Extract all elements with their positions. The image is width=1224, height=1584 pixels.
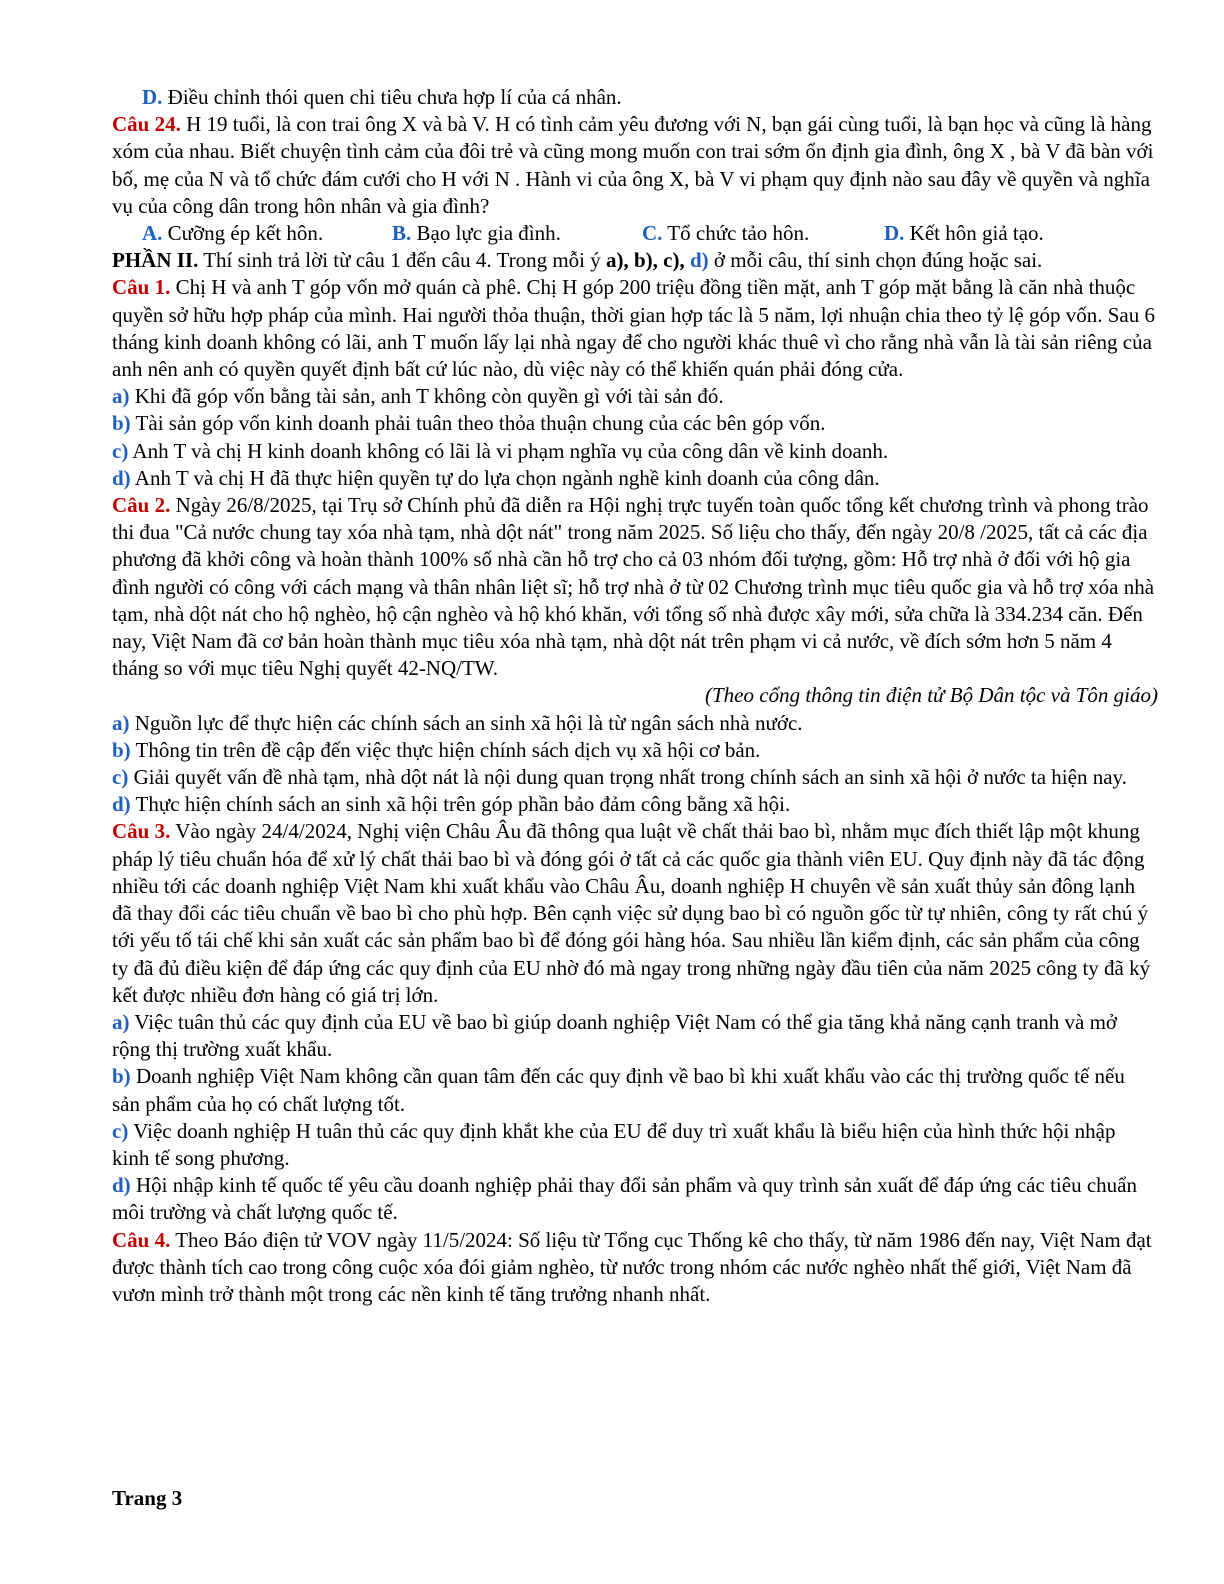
c1-item-c (112, 438, 1158, 465)
q23-option-d (112, 84, 1158, 111)
c3-item-b (112, 1063, 1158, 1117)
question-text: Chị H và anh T góp vốn mở quán cà phê. Chị H góp 200 triệu đồng tiền mặt, anh T góp mặt bằng là căn nhà thuộc quyền sở hữu hợp pháp của mình. Hai người thỏa thuận, thời gian hợp tác là 5 năm, lợi nhuận chia theo tỷ lệ góp vốn. Sau 6 tháng kinh doanh không có lãi, anh T muốn lấy lại nhà ngay để cho người khác thuê vì cho rằng nhà vẫn là tài sản riêng của anh nên anh có quyền quyết định bất cứ lúc nào, dù việc này có thể khiến quán phải đóng cửa. (112, 275, 1155, 382)
item-label: d) (112, 792, 131, 817)
question-text: Theo Báo điện tử VOV ngày 11/5/2024: Số liệu từ Tổng cục Thống kê cho thấy, từ năm 1986 đến nay, Việt Nam đạt được thành tích cao trong công cuộc xóa đói giảm nghèo, từ nước trong nhóm các nước nghèo nhất thế giới, Việt Nam đã vươn mình trở thành một trong các nền kinh tế tăng trưởng nhanh nhất. (112, 1227, 1152, 1306)
item-text: Tài sản góp vốn kinh doanh phải tuân theo thỏa thuận chung của các bên góp vốn. (130, 411, 826, 436)
question-label: Câu 24. (112, 112, 181, 137)
question-text: Ngày 26/8/2025, tại Trụ sở Chính phủ đã diễn ra Hội nghị trực tuyến toàn quốc tổng kết chương trình và phong trào thi đua "Cả nước chung tay xóa nhà tạm, nhà dột nát" trong năm 2025. Số liệu cho thấy, đến ngày 20/8 /2025, tất cả các địa phương đã khởi công và hoàn thành 100% số nhà cần hỗ trợ cho cả 03 nhóm đối tượng, gồm: Hỗ trợ nhà ở đối với hộ gia đình người có công với cách mạng và thân nhân liệt sĩ; hỗ trợ nhà ở từ 02 Chương trình mục tiêu quốc gia và hỗ trợ xóa nhà tạm, nhà dột nát cho hộ nghèo, hộ cận nghèo và hộ khó khăn, với tổng số nhà được xây mới, sửa chữa là 334.234 căn. Đến nay, Việt Nam đã cơ bản hoàn thành mục tiêu xóa nhà tạm, nhà dột nát trên phạm vi cả nước, về đích sớm hơn 5 năm 4 tháng so với mục tiêu Nghị quyết 42-NQ/TW. (112, 493, 1155, 681)
item-label: d) (112, 465, 131, 490)
item-label: b) (112, 737, 131, 762)
c3-item-a (112, 1009, 1158, 1063)
option-text: Điều chỉnh thói quen chi tiêu chưa hợp lí của cá nhân. (162, 85, 622, 109)
item-label: d) (112, 1173, 131, 1198)
q24-option-c (642, 220, 884, 247)
item-label: b) (112, 411, 131, 436)
option-label: A. (142, 221, 163, 246)
question-text: H 19 tuổi, là con trai ông X và bà V. H có tình cảm yêu đương với N, bạn gái cùng tuổi, là bạn học và cũng là hàng xóm của nhau. Biết chuyện tình cảm của đôi trẻ và cũng mong muốn con trai sớm ổn định gia đình, ông X , bà V đã bàn với bố, mẹ của N và tổ chức đám cưới cho H với N . Hành vi của ông X, bà V vi phạm quy định nào sau đây về quyền và nghĩa vụ của công dân trong hôn nhân và gia đình? (112, 112, 1154, 218)
q24-option-b (392, 220, 642, 247)
question-label: Câu 3. (112, 819, 171, 844)
question-label: Câu 2. (112, 493, 171, 518)
option-label: C. (642, 221, 663, 246)
item-text: Giải quyết vấn đề nhà tạm, nhà dột nát là nội dung quan trọng nhất trong chính sách an sinh xã hội ở nước ta hiện nay. (128, 765, 1127, 790)
c2-item-c (112, 764, 1158, 791)
item-label: c) (112, 765, 129, 790)
instruction-text-end: ở mỗi câu, thí sinh chọn đúng hoặc sai. (708, 248, 1043, 273)
instruction-text: Thí sinh trả lời từ câu 1 đến câu 4. Trong mỗi ý (198, 248, 606, 273)
item-label: a) (112, 1009, 130, 1034)
question-4 (112, 1227, 1158, 1309)
item-label: c) (112, 438, 129, 463)
question-label: Câu 4. (112, 1227, 171, 1252)
option-label: B. (392, 221, 412, 246)
question-label: Câu 1. (112, 275, 171, 300)
item-text: Khi đã góp vốn bằng tài sản, anh T không còn quyền gì với tài sản đó. (129, 384, 724, 409)
item-text: Nguồn lực để thực hiện các chính sách an sinh xã hội là từ ngân sách nhà nước. (129, 710, 803, 735)
instruction-items: a), b), c), (606, 248, 685, 273)
item-label: a) (112, 384, 130, 409)
c2-item-a (112, 710, 1158, 737)
c1-item-d (112, 465, 1158, 492)
c1-item-a (112, 383, 1158, 410)
part-2-instructions (112, 247, 1158, 274)
option-text: Tổ chức tảo hôn. (662, 221, 810, 246)
item-text: Doanh nghiệp Việt Nam không cần quan tâm đến các quy định về bao bì khi xuất khẩu vào các thị trường quốc tế nếu sản phẩm của họ có chất lượng tốt. (112, 1064, 1125, 1116)
option-text: Bạo lực gia đình. (411, 221, 561, 246)
c2-item-d (112, 791, 1158, 818)
c2-source: (Theo cổng thông tin điện tử Bộ Dân tộc và Tôn giáo) (705, 683, 1158, 708)
question-24 (112, 111, 1158, 220)
option-label: D. (884, 221, 905, 246)
q24-options (112, 220, 1158, 247)
document-page (112, 84, 1158, 1308)
item-text: Anh T và chị H kinh doanh không có lãi là vi phạm nghĩa vụ của công dân về kinh doanh. (128, 438, 889, 463)
page-number: Trang 3 (112, 1486, 183, 1510)
q24-option-d (884, 220, 1044, 247)
c1-item-b (112, 410, 1158, 437)
c3-item-d (112, 1172, 1158, 1226)
option-text: Cưỡng ép kết hôn. (162, 221, 324, 246)
q24-option-a (142, 220, 392, 247)
item-text: Thông tin trên đề cập đến việc thực hiện chính sách dịch vụ xã hội cơ bản. (130, 737, 761, 762)
question-3 (112, 818, 1158, 1008)
item-text: Anh T và chị H đã thực hiện quyền tự do lựa chọn ngành nghề kinh doanh của công dân. (130, 465, 880, 490)
instruction-item-d: d) (689, 248, 709, 273)
item-text: Việc doanh nghiệp H tuân thủ các quy định khắt khe của EU để duy trì xuất khẩu là biểu hiện của hình thức hội nhập kinh tế song phương. (112, 1118, 1116, 1170)
c3-item-c (112, 1118, 1158, 1172)
part-heading: PHẦN II. (112, 248, 199, 273)
item-label: a) (112, 710, 130, 735)
item-text: Hội nhập kinh tế quốc tế yêu cầu doanh nghiệp phải thay đổi sản phẩm và quy trình sản xuất để đáp ứng các tiêu chuẩn môi trường và chất lượng quốc tế. (112, 1173, 1137, 1225)
option-label: D. (142, 85, 163, 109)
item-label: c) (112, 1118, 129, 1143)
question-1 (112, 274, 1158, 383)
option-text: Kết hôn giả tạo. (904, 221, 1044, 246)
question-2 (112, 492, 1158, 682)
item-text: Việc tuân thủ các quy định của EU về bao bì giúp doanh nghiệp Việt Nam có thể gia tăng khả năng cạnh tranh và mở rộng thị trường xuất khẩu. (112, 1009, 1118, 1062)
item-text: Thực hiện chính sách an sinh xã hội trên góp phần bảo đảm công bằng xã hội. (130, 792, 791, 817)
item-label: b) (112, 1064, 131, 1089)
question-text: Vào ngày 24/4/2024, Nghị viện Châu Âu đã thông qua luật về chất thải bao bì, nhằm mục đích thiết lập một khung pháp lý tiêu chuẩn hóa để xử lý chất thải bao bì và đóng gói ở tất cả các quốc gia thành viên EU. Quy định này đã tác động nhiều tới các doanh nghiệp Việt Nam khi xuất khẩu vào Châu Âu, doanh nghiệp H chuyên về sản xuất thủy sản đông lạnh đã thay đổi các tiêu chuẩn về bao bì cho phù hợp. Bên cạnh việc sử dụng bao bì có nguồn gốc từ tự nhiên, công ty rất chú ý tới yếu tố tái chế khi sản xuất các sản phẩm bao bì để đóng gói hàng hóa. Sau nhiều lần kiểm định, các sản phẩm của công ty đã đủ điều kiện để đáp ứng các quy định của EU nhờ đó mà ngay trong những ngày đầu tiên của năm 2025 công ty đã ký kết được nhiều đơn hàng có giá trị lớn. (112, 819, 1151, 1007)
c2-item-b (112, 737, 1158, 764)
